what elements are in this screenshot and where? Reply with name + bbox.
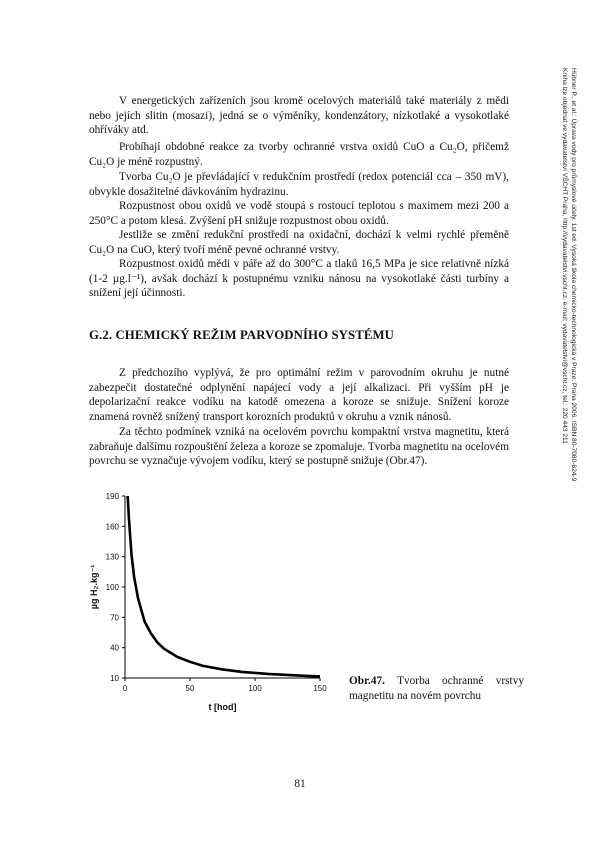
citation-line-1: Hübner P., et al.: Úprava vody pro průmyslové účely. 1st ed. Vysoká škola chemicko-technologická v Praze, Praha 2006. ISBN 80-7080-624-9 <box>570 68 577 482</box>
x-tick-label: 0 <box>122 684 128 693</box>
paragraph: Z předchozího vyplývá, že pro optimální režim v parovodním okruhu je nutné zabezpečit dostatečné odplynění napájecí vody a její alkalizaci. Při vyšším pH je depolarizační reakce vodíku na katodě omezena a koroze se snižuje. Snížení koroze znamená rovněž snížený transport korozních produktů v okruhu a vznik nánosů. <box>89 367 509 423</box>
figure-caption <box>349 674 524 703</box>
figure-caption-text: Tvorba ochranné vrstvy magnetitu na novém povrchu <box>349 675 524 702</box>
citation-sidebar <box>560 68 578 481</box>
y-tick-label: 10 <box>110 674 119 683</box>
paragraph: Za těchto podmínek vzniká na ocelovém povrchu kompaktní vrstva magnetitu, která zabraňuje dalšímu rozpouštění železa a koroze se zpomaluje. Tvorba magnetitu na ocelovém povrchu se vyznačuje vývojem vodíku, který se postupně snižuje (Obr.47). <box>89 426 509 468</box>
y-tick-label: 190 <box>105 492 119 501</box>
citation-line-2: Kniha lze objednat ve vydavatelství VŠCHT Praha, http://vydavatelstvi.vscht.cz, e-mail: vydavatelstvi@vscht.cz, tel.: 220 443 211 <box>560 68 568 444</box>
x-tick-label: 50 <box>185 684 195 693</box>
paragraph: Tvorba Cu₂O je převládající v redukčním prostředí (redox potenciál cca – 350 mV), obvykle dosažitelné dávkováním hydrazinu. <box>89 171 509 198</box>
section-heading: G.2. CHEMICKÝ REŽIM PARVODNÍHO SYSTÉMU <box>89 328 395 342</box>
paragraph: Probíhají obdobné reakce za tvorby ochranné vrstva oxidů CuO a Cu₂O, přičemž Cu₂O je méně rozpustný. <box>89 141 509 168</box>
y-tick-label: 160 <box>105 522 119 532</box>
y-tick-label: 130 <box>105 552 119 562</box>
y-tick-label: 100 <box>105 583 119 592</box>
paragraph: V energetických zařízeních jsou kromě ocelových materiálů také materiály z mědi nebo jejích slitin (mosazi), jedná se o výměníky, kondenzátory, nízkotlaké a vysokotlaké ohříváky atd. <box>89 95 509 137</box>
paragraph: Jestliže se změní redukční prostředí na oxidační, dochází k velmi rychlé přeměně Cu₂O na CuO, který tvoří méně pevné ochranné vrstvy. <box>89 229 509 256</box>
x-tick-label: 100 <box>248 684 262 693</box>
y-axis-title: µg H₂.kg⁻¹ <box>89 564 99 610</box>
series-line <box>127 483 320 677</box>
y-tick-label: 70 <box>110 613 119 623</box>
page-number: 81 <box>294 778 306 790</box>
x-axis-title: t [hod] <box>208 702 237 712</box>
y-tick-label: 40 <box>110 643 119 653</box>
paragraph: Rozpustnost obou oxidů ve vodě stoupá s rostoucí teplotou s maximem mezi 200 a 250°C a potom klesá. Zvýšení pH snižuje rozpustnost obou oxidů. <box>89 200 509 227</box>
hydrogen-evolution-chart <box>85 478 335 718</box>
figure-caption-label: Obr.47. <box>349 675 385 687</box>
paragraph: Rozpustnost oxidů mědi v páře až do 300°C a tlaků 16,5 MPa je sice relativně nízká (1-2 µg.l⁻¹), avšak dochází k postupnému vzniku nánosu na vysokotlaké části turbíny a snížení její účinnosti. <box>89 258 509 300</box>
x-tick-label: 150 <box>313 684 327 693</box>
